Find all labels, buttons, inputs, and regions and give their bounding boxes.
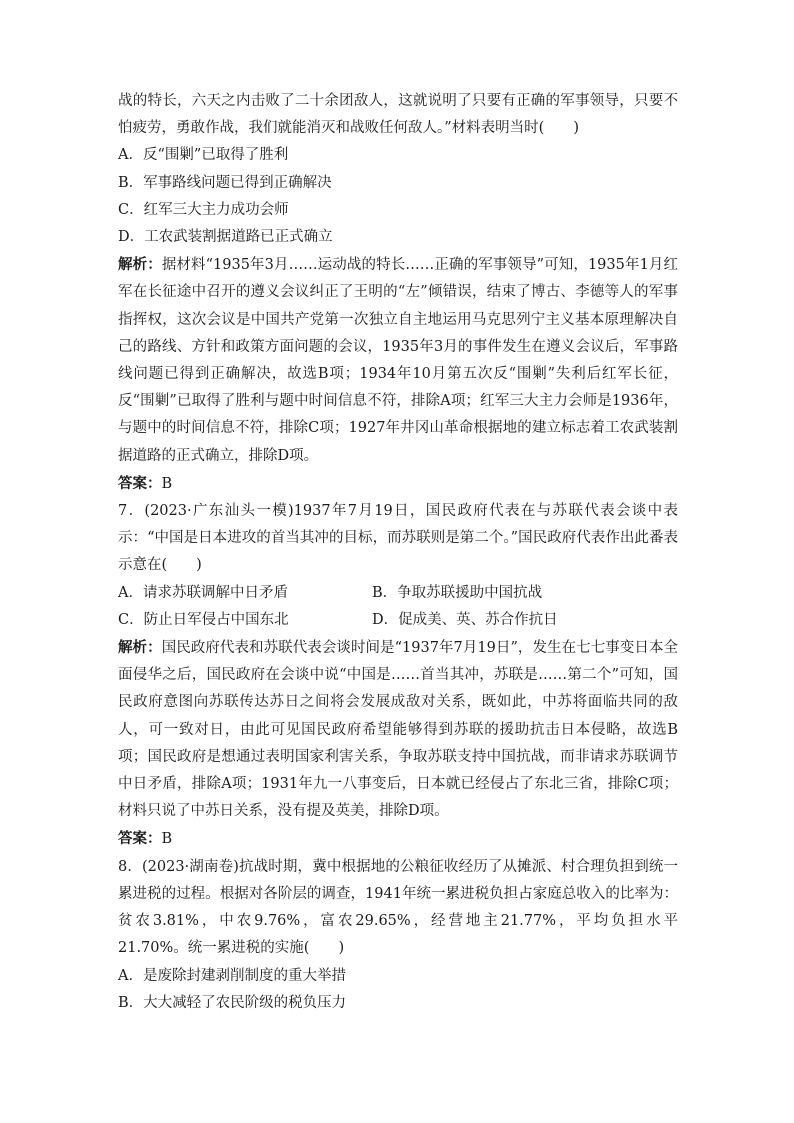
question-6-option-b: B．军事路线问题已得到正确解决 bbox=[118, 174, 332, 191]
document-page bbox=[118, 88, 678, 1017]
answer-value: B bbox=[161, 475, 173, 492]
question-7-option-c: C．防止日军侵占中国东北 bbox=[118, 611, 289, 628]
analysis-text: 据材料“1935年3月……运动战的特长……正确的军事领导”可知，1935年1月红军在长征途中召开的遵义会议纠正了王明的“左”倾错误，结束了博古、李德等人的军事指挥权，这次会议是中国共产党第一次独立自主地运用马克思列宁主义基本原理解决自己的路线、方针和政策方面问题的会议，1935年3月的事件发生在遵义会议后，军事路线问题已得到正确解决，故选B项；1934年10月第五次反“围剿”失利后红军长征，反“围剿”已取得了胜利与题中时间信息不符，排除A项；红军三大主力会师是1936年，与题中的时间信息不符，排除C项；1927年井冈山革命根据地的建立标志着工农武装割据道路的正式确立，排除D项。 bbox=[118, 257, 679, 464]
question-8-option-a: A．是废除封建剥削制度的重大举措 bbox=[118, 967, 346, 984]
question-6-answer bbox=[118, 470, 678, 498]
question-6-option-c: C．红军三大主力成功会师 bbox=[118, 201, 289, 218]
analysis-label: 解析： bbox=[118, 639, 162, 657]
question-8-stem: 8．(2023·湖南卷)抗战时期，冀中根据地的公粮征收经历了从摊派、村合理负担到统一累进税的过程。根据对各阶层的调查，1941年统一累进税负担占家庭总收入的比率为：贫农3.81%，中农9.76%，富农29.65%，经营地主21.77%，平均负担水平21.70%。统一累进税的实施( ) bbox=[118, 858, 678, 957]
question-7-options-row-1 bbox=[118, 580, 678, 607]
question-7-option-a: A．请求苏联调解中日矛盾 bbox=[118, 584, 288, 601]
question-7-analysis bbox=[118, 634, 678, 825]
question-7-answer bbox=[118, 825, 678, 853]
question-7-stem: 7．(2023·广东汕头一模)1937年7月19日，国民政府代表在与苏联代表会谈中表示：“中国是日本进攻的首当其冲的目标，而苏联则是第二个。”国民政府代表作出此番表示意在( ) bbox=[118, 503, 678, 574]
answer-value: B bbox=[161, 831, 173, 848]
answer-label: 答案： bbox=[118, 474, 162, 492]
question-7-option-d: D．促成美、英、苏合作抗日 bbox=[372, 611, 558, 628]
analysis-label: 解析： bbox=[118, 256, 162, 274]
analysis-text: 国民政府代表和苏联代表会谈时间是“1937年7月19日”，发生在七七事变日本全面侵华之后，国民政府在会谈中说“中国是……首当其冲，苏联是……第二个”可知，国民政府意图向苏联传达苏日之间将会发展成敌对关系，既如此，中苏将面临共同的敌人，可一致对日，由此可见国民政府希望能够得到苏联的援助抗击日本侵略，故选B项；国民政府是想通过表明国家利害关系，争取苏联支持中国抗战，而非请求苏联调节中日矛盾，排除A项；1931年九一八事变后，日本就已经侵占了东北三省，排除C项；材料只说了中苏日关系，没有提及英美，排除D项。 bbox=[118, 640, 679, 820]
question-7-option-b: B．争取苏联援助中国抗战 bbox=[372, 584, 543, 601]
question-6-option-a: A．反“围剿”已取得了胜利 bbox=[118, 147, 289, 164]
question-8-option-b: B．大大减轻了农民阶级的税负压力 bbox=[118, 994, 347, 1011]
answer-label: 答案： bbox=[118, 830, 162, 848]
question-6-option-d: D．工农武装割据道路已正式确立 bbox=[118, 229, 333, 246]
question-6-analysis bbox=[118, 251, 678, 470]
question-6-stem: 战的特长，六天之内击败了二十余团敌人，这就说明了只要有正确的军事领导，只要不怕疲劳，勇敢作战，我们就能消灭和战败任何敌人。”材料表明当时( ) bbox=[118, 93, 678, 137]
question-7-options-row-2 bbox=[118, 607, 678, 634]
